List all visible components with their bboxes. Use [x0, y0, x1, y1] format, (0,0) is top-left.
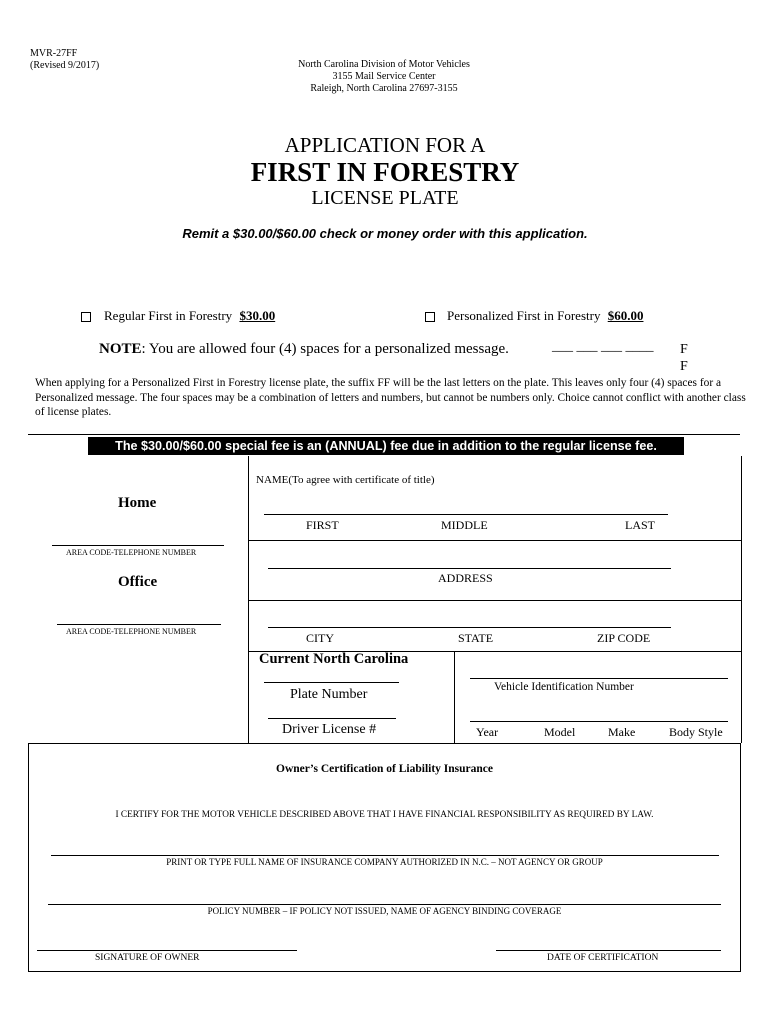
regular-option	[104, 308, 275, 324]
vehicle-details-field[interactable]	[470, 721, 728, 722]
body-style-label: Body Style	[669, 725, 723, 739]
office-phone-field[interactable]	[57, 624, 221, 625]
middle-name-label: MIDDLE	[441, 518, 488, 532]
form-id: MVR-27FF	[30, 48, 78, 59]
personalized-option-label: Personalized First in Forestry	[447, 308, 601, 323]
driver-license-label: Driver License #	[282, 722, 377, 737]
suffix-letters	[680, 341, 688, 375]
row-divider	[248, 540, 741, 541]
office-phone-label: AREA CODE-TELEPHONE NUMBER	[66, 627, 197, 636]
regular-option-price: $30.00	[239, 308, 276, 323]
page-title: FIRST IN FORESTRY	[250, 157, 520, 187]
insurance-company-field[interactable]	[51, 855, 719, 856]
city-state-zip-field[interactable]	[268, 627, 671, 628]
last-name-label: LAST	[625, 518, 655, 532]
owner-signature-label: SIGNATURE OF OWNER	[95, 953, 200, 963]
note-label: NOTE	[99, 341, 142, 357]
regular-option-label: Regular First in Forestry	[104, 308, 233, 323]
insurance-heading: Owner’s Certification of Liability Insurance	[276, 763, 493, 775]
owner-signature-field[interactable]	[37, 950, 297, 951]
personalized-plate-checkbox[interactable]	[425, 312, 435, 322]
row-divider	[248, 600, 741, 601]
personalized-message-blanks[interactable]: ___ ___ ___ ____	[552, 339, 654, 354]
make-label: Make	[608, 725, 636, 739]
certification-date-label: DATE OF CERTIFICATION	[547, 953, 659, 963]
office-label: Office	[118, 574, 158, 590]
home-label: Home	[118, 495, 157, 511]
agency-name: North Carolina Division of Motor Vehicles	[298, 59, 470, 70]
insurance-certify-text: I CERTIFY FOR THE MOTOR VEHICLE DESCRIBED ABOVE THAT I HAVE FINANCIAL RESPONSIBILITY AS REQUIRED BY LAW.	[115, 810, 654, 820]
city-label: CITY	[306, 631, 334, 645]
note-text	[99, 341, 509, 358]
home-phone-field[interactable]	[52, 545, 224, 546]
fee-banner: The $30.00/$60.00 special fee is an (ANNUAL) fee due in addition to the regular license fee.	[88, 437, 684, 455]
regular-plate-checkbox[interactable]	[81, 312, 91, 322]
insurance-company-label: PRINT OR TYPE FULL NAME OF INSURANCE COMPANY AUTHORIZED IN N.C. – NOT AGENCY OR GROUP	[166, 857, 603, 867]
year-label: Year	[476, 725, 499, 739]
vin-field[interactable]	[470, 678, 728, 679]
certification-date-field[interactable]	[496, 950, 721, 951]
agency-address1: 3155 Mail Service Center	[332, 71, 436, 82]
address-field[interactable]	[268, 568, 671, 569]
policy-number-field[interactable]	[48, 904, 721, 905]
plate-number-label: Plate Number	[290, 687, 368, 702]
state-label: STATE	[458, 631, 494, 645]
divider	[28, 434, 740, 435]
address-label: ADDRESS	[438, 571, 493, 585]
name-field[interactable]	[264, 514, 668, 515]
model-label: Model	[544, 725, 576, 739]
right-border	[741, 456, 742, 743]
title-line1: APPLICATION FOR A	[284, 133, 486, 157]
plate-number-field[interactable]	[264, 682, 399, 683]
form-revised: (Revised 9/2017)	[30, 60, 100, 71]
personalized-option	[447, 308, 643, 324]
suffix-letter-2: F	[680, 359, 688, 374]
remit-instruction: Remit a $30.00/$60.00 check or money order with this application.	[182, 226, 588, 241]
form-id-block	[30, 48, 99, 72]
first-name-label: FIRST	[306, 518, 339, 532]
policy-number-label: POLICY NUMBER – IF POLICY NOT ISSUED, NAME OF AGENCY BINDING COVERAGE	[207, 906, 562, 916]
home-phone-label: AREA CODE-TELEPHONE NUMBER	[66, 548, 197, 557]
plate-vehicle-divider	[454, 651, 455, 743]
plate-heading: Current North Carolina	[259, 651, 409, 667]
agency-block	[234, 59, 534, 95]
name-label: NAME(To agree with certificate of title)	[256, 474, 435, 486]
personalized-option-price: $60.00	[607, 308, 644, 323]
zip-label: ZIP CODE	[597, 631, 651, 645]
suffix-letter-1: F	[680, 342, 688, 357]
note-body: : You are allowed four (4) spaces for a personalized message.	[141, 341, 509, 357]
title-line3: LICENSE PLATE	[311, 187, 459, 209]
agency-address2: Raleigh, North Carolina 27697-3155	[310, 83, 458, 94]
personalized-info-paragraph: When applying for a Personalized First in Forestry license plate, the suffix FF will be the last letters on the plate. This leaves only four (4) spaces for a Personalized message. The four spaces may be a combination of letters and numbers, but cannot be numbers only. Choice cannot conflict with another class of license plates.	[35, 377, 746, 418]
vin-label: Vehicle Identification Number	[494, 681, 634, 693]
driver-license-field[interactable]	[268, 718, 396, 719]
